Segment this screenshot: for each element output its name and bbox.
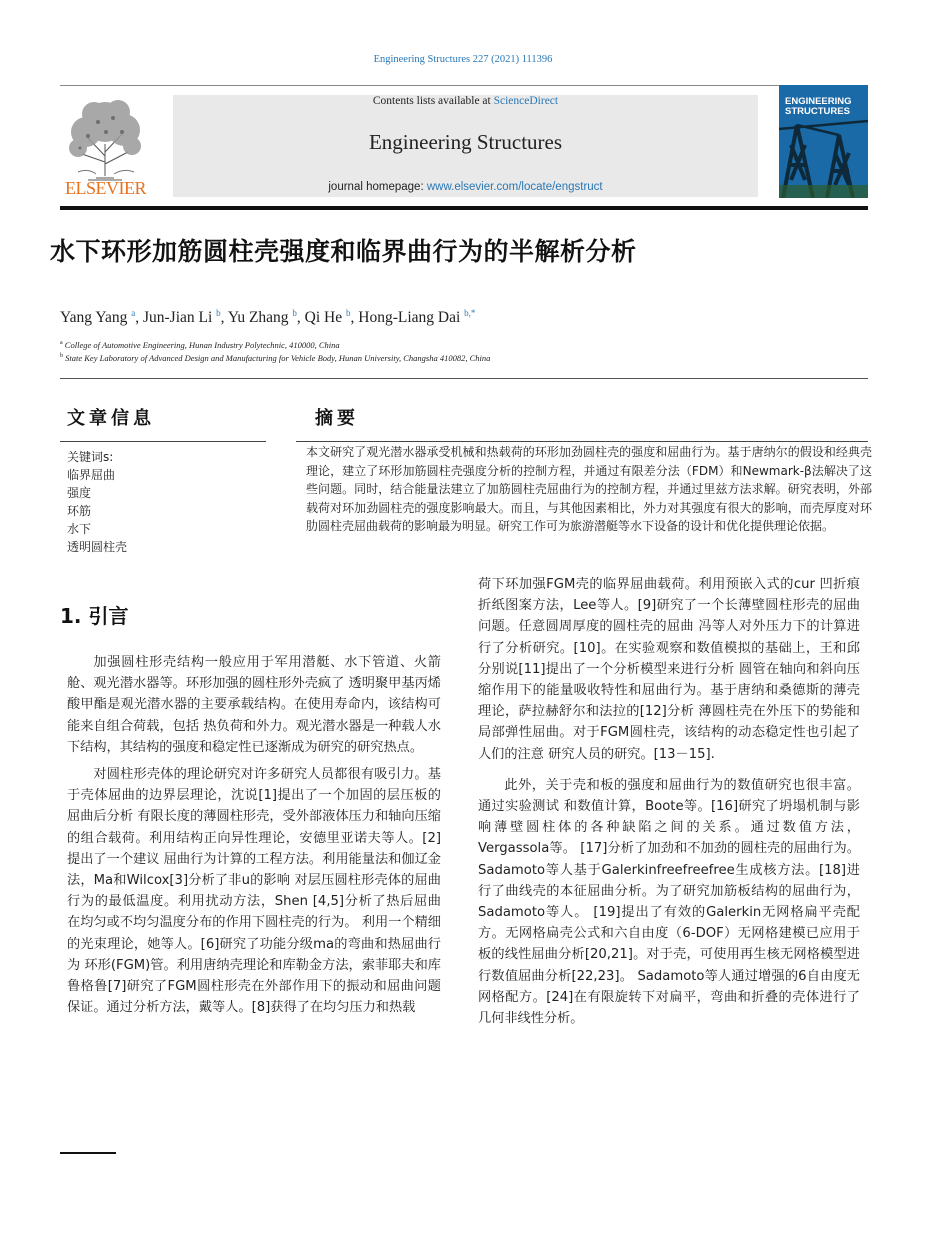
abstract-heading: 摘要 xyxy=(315,408,359,429)
affil-text: College of Automotive Engineering, Hunan Industry Polytechnic, 410000, China xyxy=(64,340,340,350)
abstract-text: 本文研究了观光潜水器承受机械和热载荷的环形加劲圆柱壳的强度和屈曲行为。基于唐纳尔的假设和经典壳理论，建立了环形加筋圆柱壳强度分析的控制方程，并通过有限差分法（FDM）和Newmark-β法解决了这些问题。同时，结合能量法建立了加筋圆柱壳屈曲行为的控制方程，并通过里兹方法求解。研究表明，外部载荷对环加劲圆柱壳的强度影响最大。而且，与其他因素相比，外力对其强度有很大的影响，而壳厚度对环肋圆柱壳屈曲载荷的影响最为明显。研究工作可为旅游潜艇等水下设备的设计和优化提供理论依据。 xyxy=(306,445,872,534)
journal-homepage xyxy=(173,181,758,193)
intro-paragraph: 加强圆柱形壳结构一般应用于军用潜艇、水下管道、火箭舱、观光潜水器等。环形加强的圆柱形外壳疯了 透明聚甲基丙烯酸甲酯是观光潜水器的主要承载结构。在使用寿命内，该结构可能来自组合荷载，包括 热负荷和外力。观光潜水器是一种载人水下结构，其结构的强度和稳定性已逐渐成为研究的研究热点。 xyxy=(67,655,441,755)
author-affil-marker[interactable]: b xyxy=(292,308,297,318)
article-title: 水下环形加筋圆柱壳强度和临界曲行为的半解析分析 xyxy=(50,237,637,266)
abstract-rule xyxy=(296,441,868,442)
cover-title-line2: STRUCTURES xyxy=(785,106,850,117)
keyword-item[interactable]: 水下 xyxy=(67,522,92,536)
intro-paragraph: 荷下环加强FGM壳的临界屈曲载荷。利用预嵌入式的cur 凹折痕折纸图案方法，Lee等人。[9]研究了一个长薄壁圆柱形壳的屈曲问题。任意圆周厚度的圆柱壳的屈曲 冯等人对外压力下的计算进行了分析研究。[10]。在实验观察和数值模拟的基础上，王和邱分别说[11]提出了一个分析模型来进行分析 圆管在轴向和斜向压缩作用下的能量吸收特性和屈曲行为。基于唐纳和桑德斯的薄壳理论，萨拉赫舒尔和法拉的[12]分析 薄圆柱壳在外压下的势能和局部弹性屈曲。对于FGM圆柱壳，该结构的动态稳定性也引起了人们的注意 研究人员的研究。[13－15]. xyxy=(478,577,860,762)
intro-paragraph: 对圆柱形壳体的理论研究对许多研究人员都很有吸引力。基于壳体屈曲的边界层理论，沈说[1]提出了一个加固的层压板的屈曲后分析 有限长度的薄圆柱形壳，受外部液体压力和轴向压缩的组合载荷。利用结构正向异性理论，安德里亚诺夫等人。[2]提出了一个建议 屈曲行为计算的工程方法。利用能量法和伽辽金法，Ma和Wilcox[3]分析了非u的影响 对层压圆柱形壳体的屈曲行为的最低温度。利用扰动方法，Shen [4,5]分析了热后屈曲 在均匀或不均匀温度分布的作用下圆柱壳的行为。 利用一个精细的光束理论，她等人。[6]研究了功能分级ma的弯曲和热屈曲行为 环形(FGM)管。利用唐纳壳理论和库勒金方法，索菲耶夫和库鲁格鲁[7]研究了FGM圆柱形壳在外部作用下的振动和屈曲问题保证。通过分析方法，戴等人。[8]获得了在均匀压力和热载 xyxy=(67,767,441,1016)
cover-title xyxy=(785,97,852,117)
author-list: Yang Yang $^a$, Jun-Jian Li $^b$, Yu Zhang $^b$, Qi He $^b$, Hong-Liang Dai $^{b,*}$ xyxy=(60,308,476,327)
homepage-link[interactable]: www.elsevier.com/locate/engstruct xyxy=(426,181,603,193)
header-top-rule xyxy=(60,85,868,86)
intro-heading: 1. 引言 xyxy=(60,604,129,628)
author-name[interactable]: Jun-Jian Li xyxy=(142,309,213,327)
author-name[interactable]: Yang Yang xyxy=(60,309,128,327)
keyword-item[interactable]: 强度 xyxy=(67,486,92,500)
keyword-item[interactable]: 环筋 xyxy=(67,504,92,518)
journal-cover-thumbnail[interactable] xyxy=(779,85,868,198)
keywords-label: 关键词s: xyxy=(67,450,114,464)
author-name[interactable]: Yu Zhang xyxy=(227,309,289,327)
affil-marker: a xyxy=(60,340,63,347)
affil-marker: b xyxy=(60,353,63,360)
affiliation-rule xyxy=(60,378,868,379)
article-info-heading: 文章信息 xyxy=(67,408,155,429)
intro-right-column xyxy=(478,574,860,1029)
affiliation-b xyxy=(60,353,490,363)
intro-left-column xyxy=(67,652,441,1018)
article-info-rule xyxy=(60,441,266,442)
author-name[interactable]: Hong-Liang Dai xyxy=(358,309,461,327)
journal-citation[interactable]: Engineering Structures 227 (2021) 111396 xyxy=(373,54,553,65)
header-thick-rule xyxy=(60,206,868,210)
intro-paragraph: 此外，关于壳和板的强度和屈曲行为的数值研究也很丰富。通过实验测试 和数值计算，Boote等。[16]研究了坍塌机制与影响薄壁圆柱体的各种缺陷之间的关系。通过数值方法，Vergassola等。 [17]分析了加劲和不加劲的圆柱壳的屈曲行为。 Sadamoto等人基于Galerkinfreefreefree生成核方法。[18]进行了曲线壳的本征屈曲分析。为了研究加筋板结构的屈曲行为，Sadamoto等人。 [19]提出了有效的Galerkin无网格扁平壳配方。无网格扁壳公式和六自由度（6-DOF）无网格建模已应用于板的线性屈曲分析[20,21]。对于壳，可使用再生核无网格模型进行数值屈曲分析[22,23]。 Sadamoto等人通过增强的6自由度无网格配方。[24]在有限旋转下对扁平，弯曲和折叠的壳体进行了几何非线性分析。 xyxy=(478,777,860,1027)
footnote-rule xyxy=(60,1152,116,1154)
author-affil-marker[interactable]: a xyxy=(131,308,136,318)
homepage-prefix: journal homepage: xyxy=(328,181,427,193)
keyword-item[interactable]: 透明圆柱壳 xyxy=(67,540,128,554)
journal-name: Engineering Structures xyxy=(368,130,563,154)
affil-text: State Key Laboratory of Advanced Design and Manufacturing for Vehicle Body, Hunan University, Changsha 410082, China xyxy=(65,353,491,363)
cover-title-line1: ENGINEERING xyxy=(785,96,852,107)
author-affil-marker[interactable]: b,* xyxy=(464,308,476,318)
publisher-name: ELSEVIER xyxy=(65,178,146,198)
author-affil-marker[interactable]: b xyxy=(216,308,221,318)
author-affil-marker[interactable]: b xyxy=(346,308,351,318)
sciencedirect-link[interactable]: ScienceDirect xyxy=(493,95,559,107)
contents-available xyxy=(173,95,758,107)
contents-prefix: Contents lists available at xyxy=(372,95,494,107)
author-name[interactable]: Qi He xyxy=(304,309,343,327)
keyword-item[interactable]: 临界屈曲 xyxy=(67,468,116,482)
affiliation-a xyxy=(60,340,340,350)
